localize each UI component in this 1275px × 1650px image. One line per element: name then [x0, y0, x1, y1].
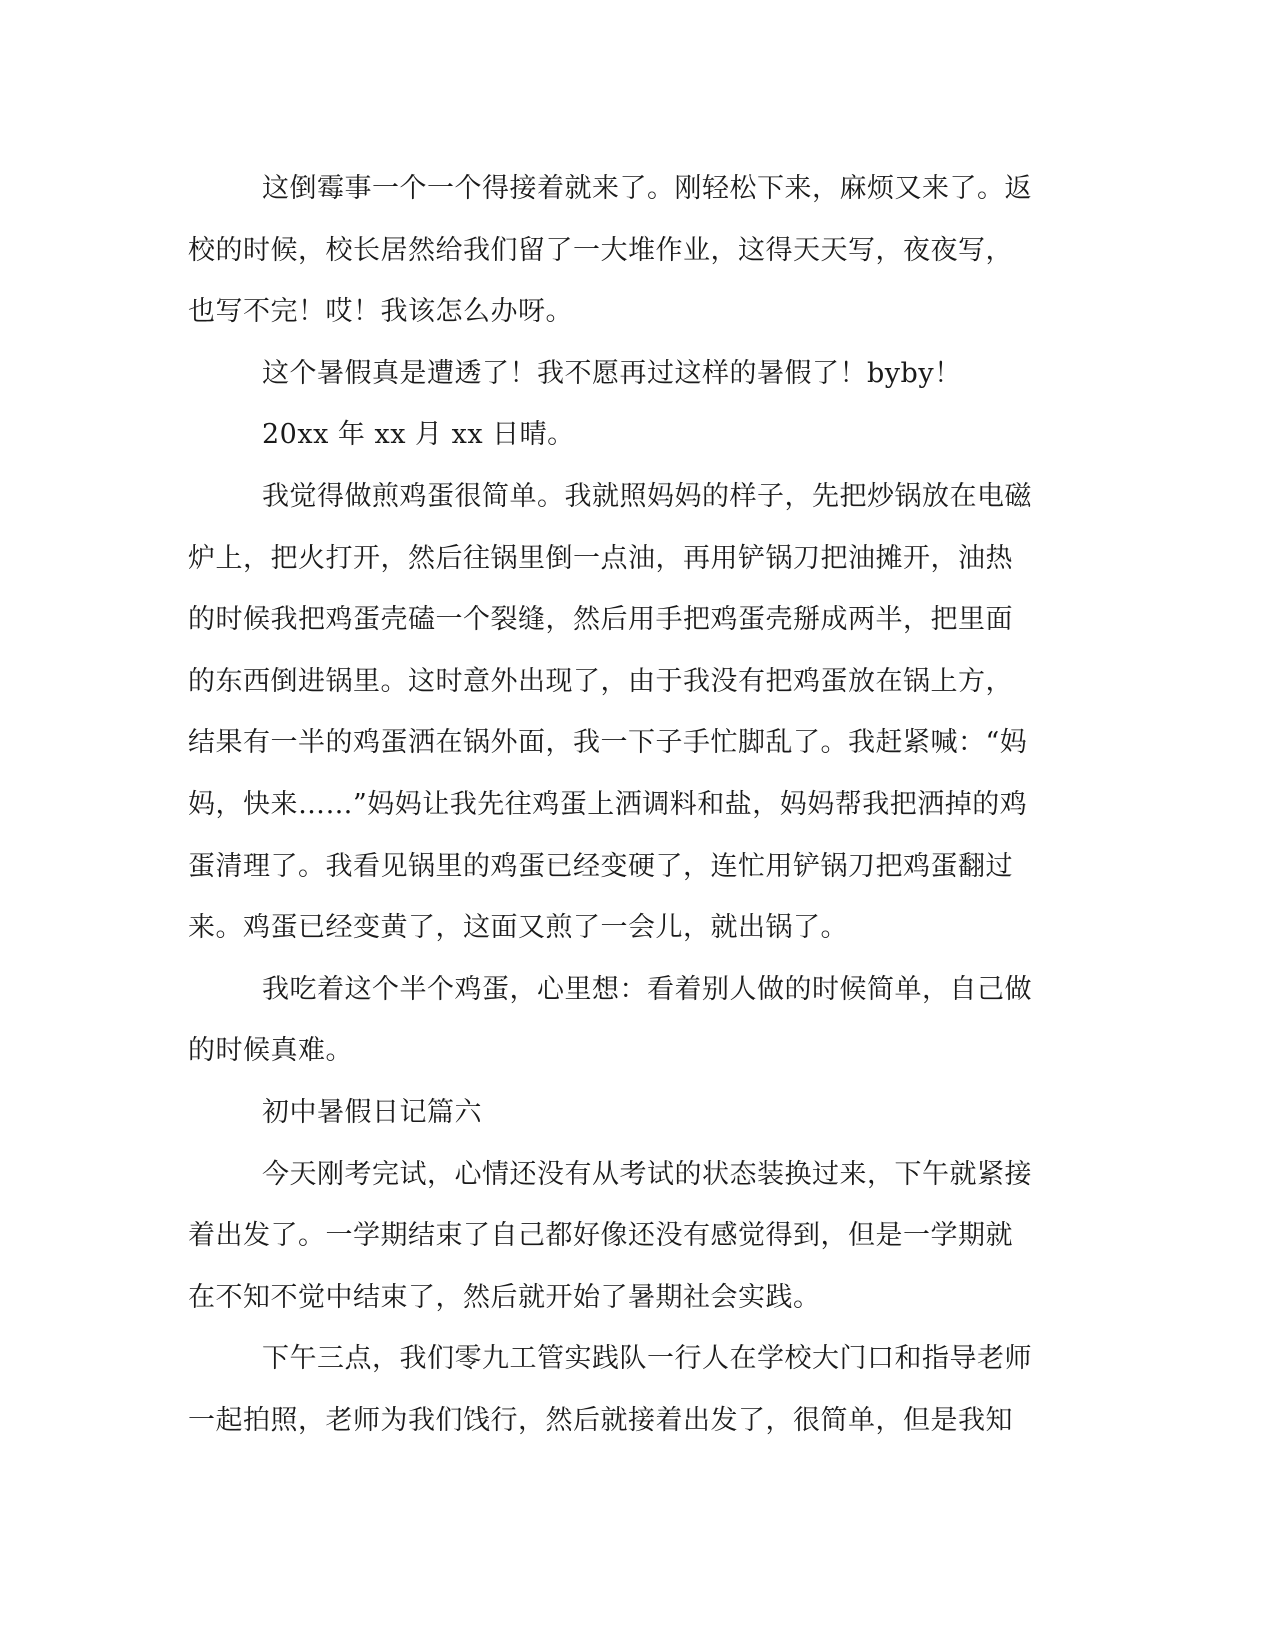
diary-date-line: 20xx 年 xx 月 xx 日晴。 [262, 419, 575, 451]
text-line: 的时候真难。 [188, 1035, 353, 1067]
text-line: 这个暑假真是遭透了！我不愿再过这样的暑假了！byby！ [262, 357, 962, 389]
text-line: 我觉得做煎鸡蛋很简单。我就照妈妈的样子，先把炒锅放在电磁 [262, 480, 1032, 512]
text-line: 着出发了。一学期结束了自己都好像还没有感觉得到，但是一学期就 [188, 1220, 1013, 1252]
text-line: 这倒霉事一个一个得接着就来了。刚轻松下来，麻烦又来了。返 [262, 173, 1032, 204]
text-line: 在不知不觉中结束了，然后就开始了暑期社会实践。 [188, 1281, 821, 1313]
text-line: 蛋清理了。我看见锅里的鸡蛋已经变硬了，连忙用铲锅刀把鸡蛋翻过 [188, 850, 1013, 882]
text-line: 的时候我把鸡蛋壳磕一个裂缝，然后用手把鸡蛋壳掰成两半，把里面 [188, 604, 1013, 636]
text-line: 我吃着这个半个鸡蛋，心里想：看着别人做的时候简单，自己做 [262, 973, 1032, 1005]
document-body [188, 158, 1068, 1451]
text-line: 妈，快来……”妈妈让我先往鸡蛋上洒调料和盐，妈妈帮我把洒掉的鸡 [188, 788, 1028, 820]
text-line: 今天刚考完试，心情还没有从考试的状态装换过来，下午就紧接 [262, 1158, 1032, 1190]
text-line: 结果有一半的鸡蛋洒在锅外面，我一下子手忙脚乱了。我赶紧喊：“妈 [188, 727, 1028, 759]
text-line: 来。鸡蛋已经变黄了，这面又煎了一会儿，就出锅了。 [188, 912, 848, 944]
text-line: 下午三点，我们零九工管实践队一行人在学校大门口和指导老师 [262, 1343, 1032, 1375]
text-line: 也写不完！哎！我该怎么办呀。 [188, 296, 573, 328]
text-line: 一起拍照，老师为我们饯行，然后就接着出发了，很简单，但是我知 [188, 1404, 1013, 1436]
text-line: 校的时候，校长居然给我们留了一大堆作业，这得天天写，夜夜写， [188, 234, 1013, 266]
text-line: 炉上，把火打开，然后往锅里倒一点油，再用铲锅刀把油摊开，油热 [188, 542, 1013, 574]
section-heading: 初中暑假日记篇六 [262, 1096, 482, 1128]
text-line: 的东西倒进锅里。这时意外出现了，由于我没有把鸡蛋放在锅上方， [188, 665, 1013, 697]
